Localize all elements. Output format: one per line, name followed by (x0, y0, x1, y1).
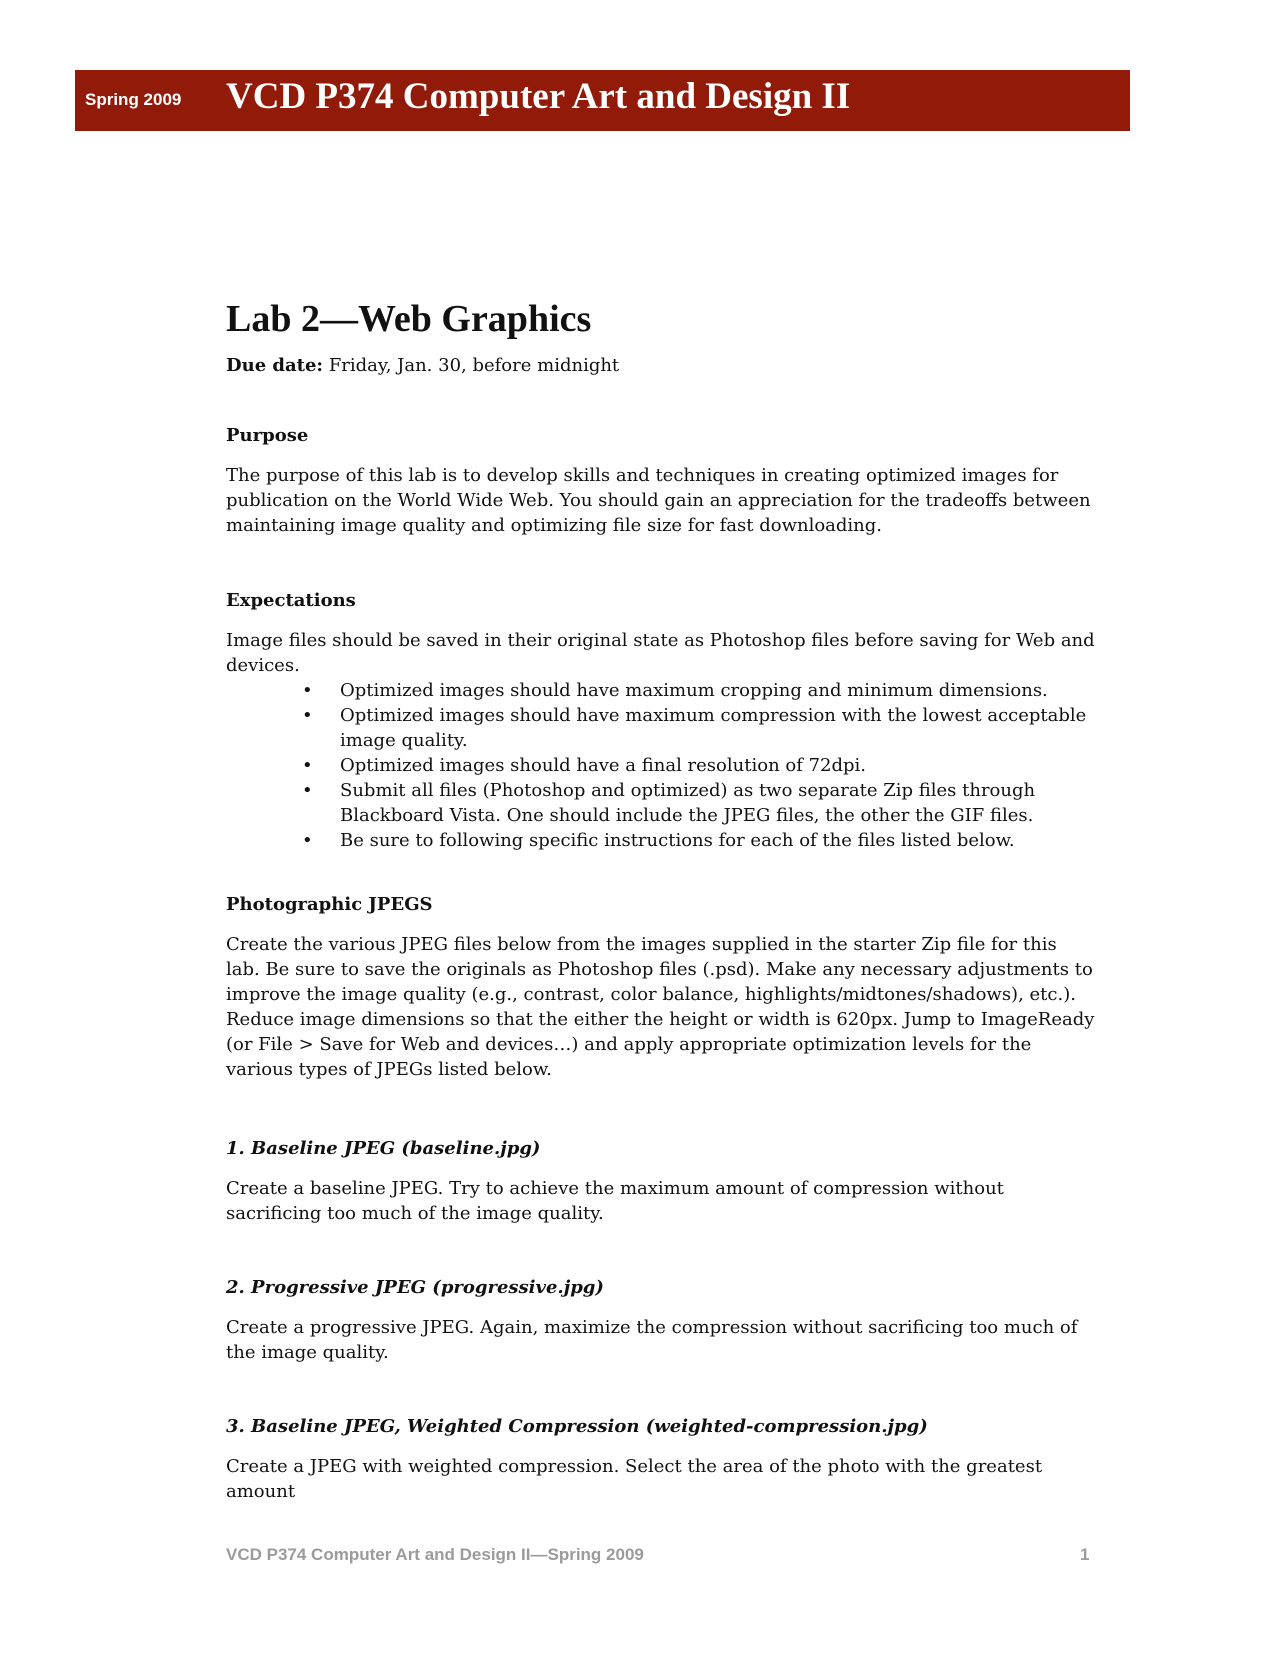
section-title-baseline: 1. Baseline JPEG (baseline.jpg) (226, 1138, 541, 1159)
page-title: Lab 2—Web Graphics (226, 298, 592, 340)
expectations-heading: Expectations (226, 590, 356, 611)
section-title-progressive: 2. Progressive JPEG (progressive.jpg) (226, 1277, 604, 1298)
due-date-label: Due date: (226, 355, 324, 376)
list-item: • Optimized images should have maximum cropping and minimum dimensions. (300, 678, 1100, 703)
course-title: VCD P374 Computer Art and Design II (226, 76, 851, 117)
purpose-heading: Purpose (226, 425, 309, 446)
jpegs-heading: Photographic JPEGS (226, 894, 433, 915)
list-item: • Optimized images should have maximum compression with the lowest acceptable image quality. (300, 703, 1100, 753)
list-item: • Be sure to following specific instructions for each of the files listed below. (300, 828, 1100, 853)
purpose-text: The purpose of this lab is to develop skills and techniques in creating optimized images for publication on the World Wide Web. You should gain an appreciation for the tradeoffs between maintaining image quality and optimizing file size for fast downloading. (226, 465, 1091, 536)
footer-text: VCD P374 Computer Art and Design II—Spring 2009 (226, 1545, 644, 1564)
expectations-intro: Image files should be saved in their original state as Photoshop files before saving for Web and devices. (226, 630, 1095, 676)
expectations-list (300, 678, 1100, 853)
term-label: Spring 2009 (85, 90, 182, 109)
section-text-progressive: Create a progressive JPEG. Again, maximize the compression without sacrificing too much of the image quality. (226, 1317, 1078, 1363)
page-number: 1 (1080, 1545, 1090, 1564)
list-item: • Optimized images should have a final resolution of 72dpi. (300, 753, 1100, 778)
due-date-value: Friday, Jan. 30, before midnight (328, 355, 620, 376)
list-item: • Submit all files (Photoshop and optimized) as two separate Zip files through Blackboard Vista. One should include the JPEG files, the other the GIF files. (300, 778, 1100, 828)
section-title-weighted: 3. Baseline JPEG, Weighted Compression (weighted-compression.jpg) (226, 1416, 928, 1437)
section-text-baseline: Create a baseline JPEG. Try to achieve the maximum amount of compression without sacrificing too much of the image quality. (226, 1178, 1004, 1224)
section-text-weighted: Create a JPEG with weighted compression. Select the area of the photo with the greatest amount (226, 1456, 1043, 1502)
due-date (226, 353, 1096, 378)
jpegs-text: Create the various JPEG files below from the images supplied in the starter Zip file for this lab. Be sure to save the originals as Photoshop files (.psd). Make any necessary adjustments to improve the image quality (e.g., contrast, color balance, highlights/midtones/shadows), etc.). Reduce image dimensions so that the either the height or width is 620px. Jump to ImageReady (or File > Save for Web and devices…) and apply appropriate optimization levels for the various types of JPEGs listed below. (226, 934, 1095, 1080)
